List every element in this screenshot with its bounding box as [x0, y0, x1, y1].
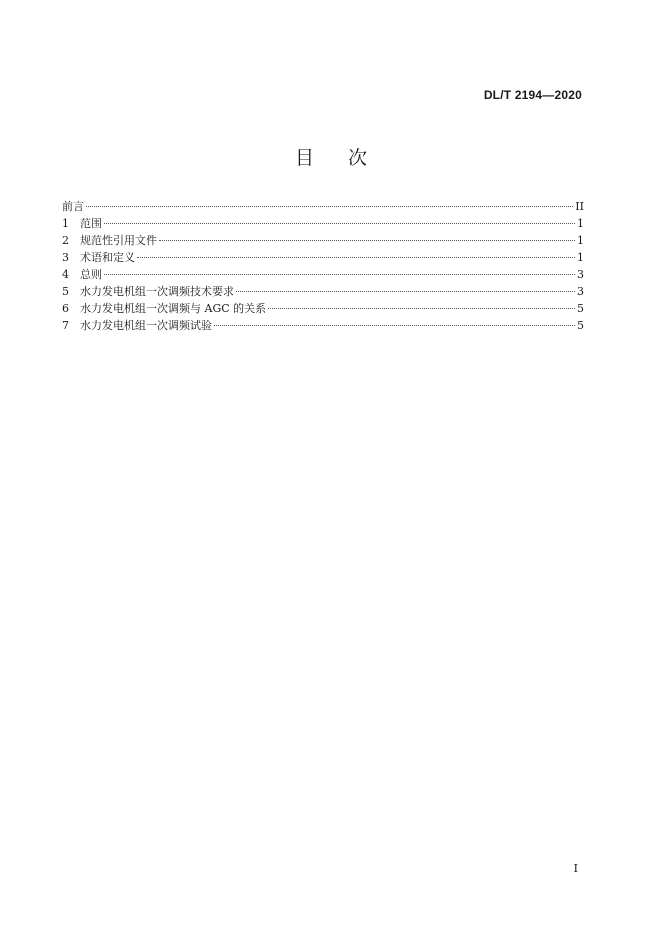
toc-leader-dots: [214, 325, 575, 326]
toc-entry-7[interactable]: [62, 317, 584, 334]
toc-leader-dots: [236, 291, 575, 292]
toc-entry-5[interactable]: [62, 283, 584, 300]
toc-entry-page: II: [575, 200, 584, 213]
toc-entry-page: 1: [577, 217, 584, 230]
toc-entry-label: 水力发电机组一次调频与 AGC 的关系: [80, 302, 267, 315]
toc-entry-page: 5: [577, 319, 584, 332]
toc-leader-dots: [137, 257, 575, 258]
toc-entry-6[interactable]: [62, 300, 584, 317]
toc-entry-preface[interactable]: [62, 198, 584, 215]
toc-leader-dots: [268, 308, 575, 309]
toc-entry-1[interactable]: [62, 215, 584, 232]
toc-entry-label: 范围: [80, 217, 102, 230]
toc-entry-number: 1: [62, 217, 69, 230]
toc-entry-number: 3: [62, 251, 69, 264]
standard-code: DL/T 2194—2020: [483, 88, 582, 102]
toc-entry-number: 4: [62, 268, 69, 281]
toc-entry-number: 5: [62, 285, 69, 298]
toc-entry-2[interactable]: [62, 232, 584, 249]
toc-leader-dots: [104, 274, 575, 275]
toc-title-part2: 次: [348, 147, 368, 169]
toc-title-part1: 目: [294, 147, 314, 169]
toc-entry-number: 6: [62, 302, 69, 315]
page-number: I: [573, 862, 578, 875]
toc-leader-dots: [104, 223, 575, 224]
toc-entry-page: 5: [577, 302, 584, 315]
toc-entry-page: 1: [577, 251, 584, 264]
toc-entry-label: 总则: [80, 268, 102, 281]
toc-entry-4[interactable]: [62, 266, 584, 283]
toc-entry-number: 2: [62, 234, 69, 247]
toc-entry-label: 前言: [62, 200, 84, 213]
toc-entry-label: 水力发电机组一次调频技术要求: [80, 285, 234, 298]
toc-entry-label: 规范性引用文件: [80, 234, 157, 247]
toc-entry-page: 3: [577, 285, 584, 298]
toc-entry-label: 术语和定义: [80, 251, 135, 264]
table-of-contents: [62, 198, 584, 334]
toc-entry-page: 3: [577, 268, 584, 281]
toc-title: [0, 143, 662, 170]
toc-entry-label: 水力发电机组一次调频试验: [80, 319, 212, 332]
toc-entry-3[interactable]: [62, 249, 584, 266]
toc-leader-dots: [86, 206, 573, 207]
toc-leader-dots: [159, 240, 575, 241]
toc-entry-number: 7: [62, 319, 69, 332]
toc-entry-page: 1: [577, 234, 584, 247]
